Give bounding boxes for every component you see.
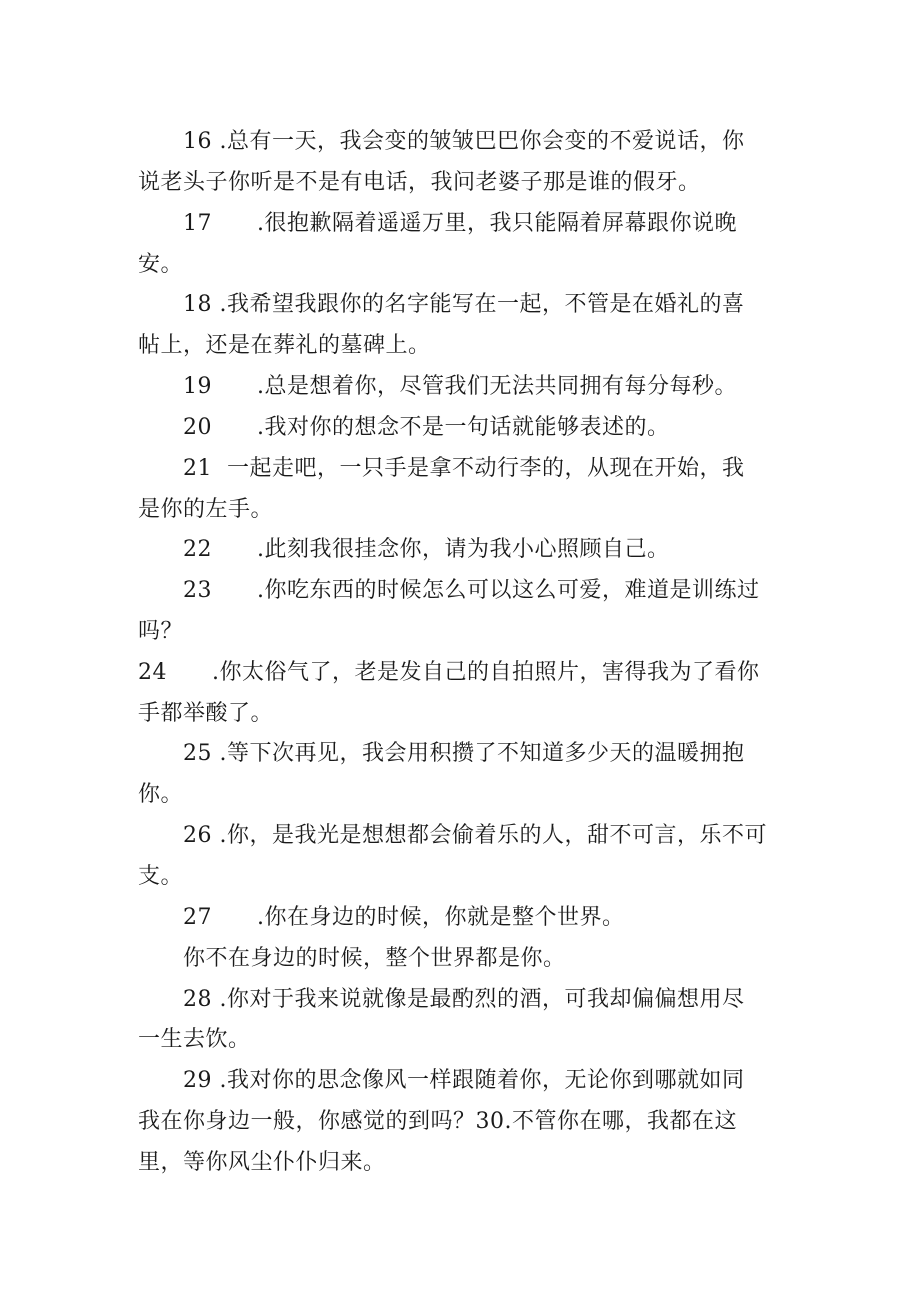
text-line: 帖上，还是在葬礼的墓碑上。 (138, 333, 431, 358)
text-line: 你不在身边的时候，整个世界都是你。 (183, 946, 566, 971)
text-line: 安。 (138, 252, 184, 277)
text-line: 24 .你太俗气了，老是发自己的自拍照片，害得我为了看你 (138, 660, 760, 685)
text-line: 我在你身边一般，你感觉的到吗？30.不管你在哪，我都在这 (138, 1109, 737, 1134)
text-line: 25 .等下次再见，我会用积攒了不知道多少天的温暖拥抱 (183, 741, 745, 766)
text-line: 18 .我希望我跟你的名字能写在一起，不管是在婚礼的喜 (183, 292, 745, 317)
text-line: 19 .总是想着你，尽管我们无法共同拥有每分每秒。 (183, 374, 737, 399)
text-line: 吗？ (138, 619, 184, 644)
text-line: 16 .总有一天，我会变的皱皱巴巴你会变的不爱说话，你 (183, 129, 745, 154)
text-line: 一生去饮。 (138, 1027, 251, 1052)
text-line: 27 .你在身边的时候，你就是整个世界。 (183, 905, 625, 930)
text-line: 21 一起走吧，一只手是拿不动行李的，从现在开始，我 (183, 456, 745, 481)
text-line: 17 .很抱歉隔着遥遥万里，我只能隔着屏幕跟你说晚 (183, 211, 737, 236)
text-line: 手都举酸了。 (138, 701, 274, 726)
text-line: 20 .我对你的想念不是一句话就能够表述的。 (183, 415, 670, 440)
text-line: 里，等你风尘仆仆归来。 (138, 1150, 386, 1175)
text-line: 支。 (138, 864, 184, 889)
text-line: 29 .我对你的思念像风一样跟随着你，无论你到哪就如同 (183, 1068, 745, 1093)
text-line: 是你的左手。 (138, 497, 274, 522)
text-line: 说老头子你听是不是有电话，我问老婆子那是谁的假牙。 (138, 170, 701, 195)
text-line: 23 .你吃东西的时候怎么可以这么可爱，难道是训练过 (183, 578, 760, 603)
text-line: 28 .你对于我来说就像是最酌烈的酒，可我却偏偏想用尽 (183, 987, 745, 1012)
text-line: 26 .你，是我光是想想都会偷着乐的人，甜不可言，乐不可 (183, 823, 767, 848)
text-line: 22 .此刻我很挂念你，请为我小心照顾自己。 (183, 537, 670, 562)
text-line: 你。 (138, 782, 184, 807)
